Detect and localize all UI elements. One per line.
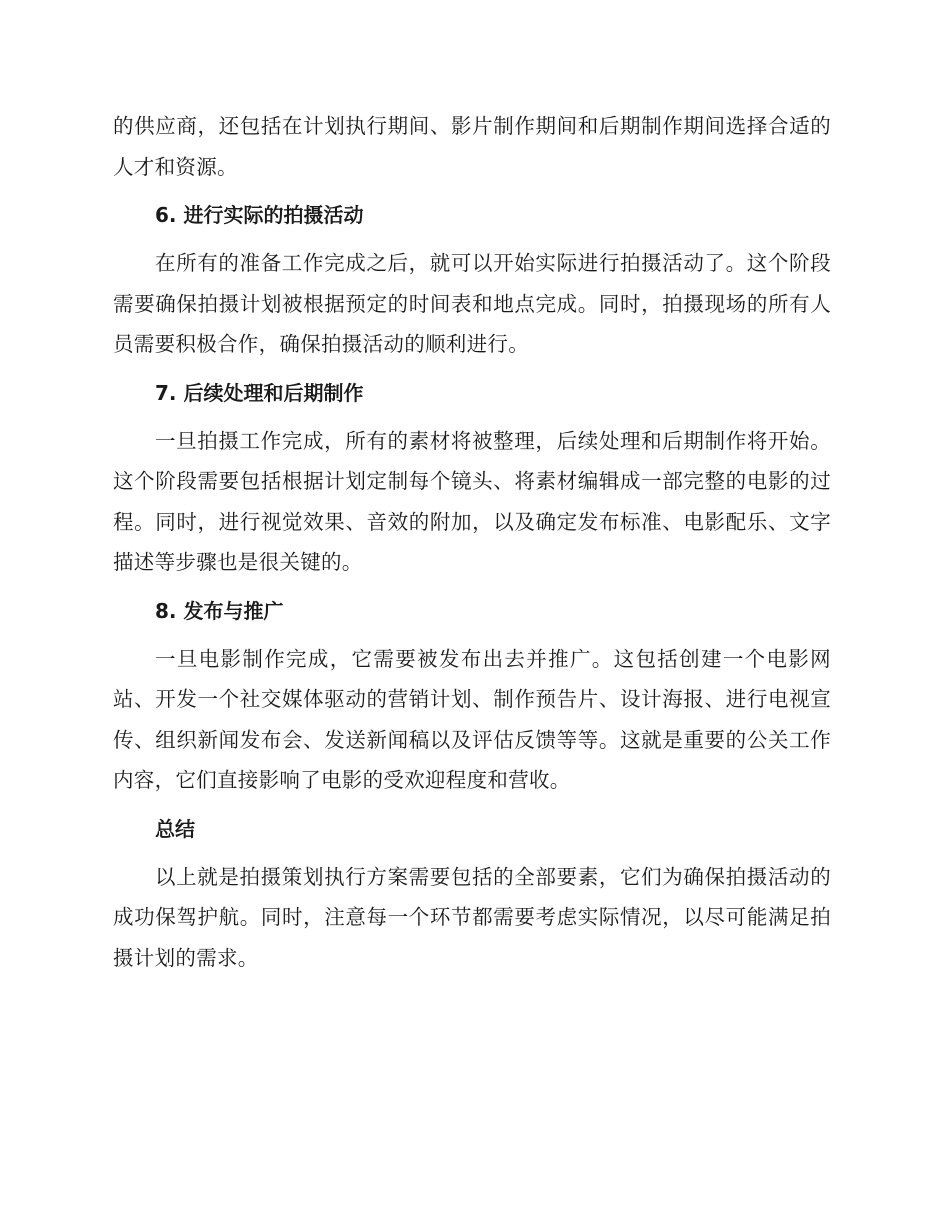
section-heading-7: 7. 后续处理和后期制作 (155, 380, 364, 405)
paragraph-continuation: 的供应商，还包括在计划执行期间、影片制作期间和后期制作期间选择合适的人才和资源。 (113, 114, 831, 179)
paragraph-section-7: 一旦拍摄工作完成，所有的素材将被整理，后续处理和后期制作将开始。这个阶段需要包括根据计划定制每个镜头、将素材编辑成一部完整的电影的过程。同时，进行视觉效果、音效的附加，以及确定发布标准、电影配乐、文字描述等步骤也是很关键的。 (113, 428, 831, 574)
document-body (113, 106, 831, 978)
section-heading-8: 8. 发布与推广 (155, 598, 284, 623)
paragraph-summary: 以上就是拍摄策划执行方案需要包括的全部要素，它们为确保拍摄活动的成功保驾护航。同时，注意每一个环节都需要考虑实际情况，以尽可能满足拍摄计划的需求。 (113, 864, 831, 970)
summary-heading: 总结 (155, 816, 195, 841)
paragraph-section-6: 在所有的准备工作完成之后，就可以开始实际进行拍摄活动了。这个阶段需要确保拍摄计划被根据预定的时间表和地点完成。同时，拍摄现场的所有人员需要积极合作，确保拍摄活动的顺利进行。 (113, 251, 831, 356)
paragraph-section-8: 一旦电影制作完成，它需要被发布出去并推广。这包括创建一个电影网站、开发一个社交媒体驱动的营销计划、制作预告片、设计海报、进行电视宣传、组织新闻发布会、发送新闻稿以及评估反馈等等。这就是重要的公关工作内容，它们直接影响了电影的受欢迎程度和营收。 (113, 646, 831, 792)
section-heading-6: 6. 进行实际的拍摄活动 (155, 203, 364, 227)
